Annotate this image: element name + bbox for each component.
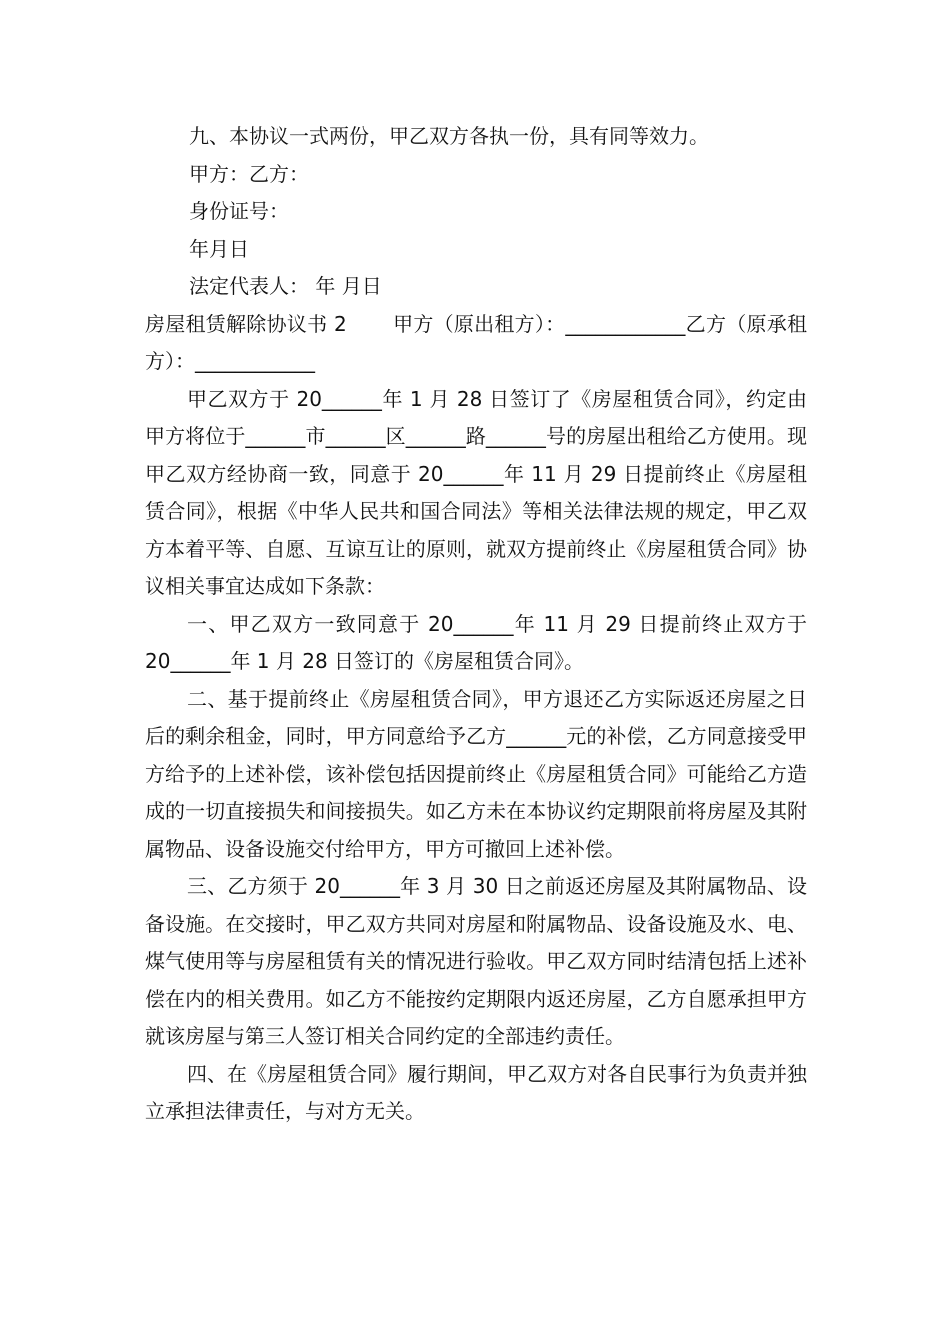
preamble-paragraph: 甲乙双方于 20______年 1 月 28 日签订了《房屋租赁合同》，约定由甲方将位于______市______区______路______号的房屋出租给乙方使用。现甲乙双方经协商一致，同意于 20______年 11 月 29 日提前终止《房屋租赁合同》，根据《中华人民共和国合同法》等相关法律法规的规定，甲乙双方本着平等、自愿、互谅互让的原则，就双方提前终止《房屋租赁合同》协议相关事宜达成如下条款： bbox=[145, 386, 807, 598]
agreement-title: 房屋租赁解除协议书 2 bbox=[145, 311, 347, 336]
agreement-heading bbox=[145, 306, 807, 381]
parties-line: 甲方（原出租方）：____________乙方（原承租方）：____________ bbox=[145, 311, 807, 373]
clause-two: 二、基于提前终止《房屋租赁合同》，甲方退还乙方实际返还房屋之日后的剩余租金，同时，甲方同意给予乙方______元的补偿，乙方同意接受甲方给予的上述补偿，该补偿包括因提前终止《房屋租赁合同》可能给乙方造成的一切直接损失和间接损失。如乙方未在本协议约定期限前将房屋及其附属物品、设备设施交付给甲方，甲方可撤回上述补偿。 bbox=[145, 686, 807, 861]
date-line: 年月日 bbox=[189, 236, 249, 261]
document-page bbox=[145, 118, 807, 1131]
clause-four: 四、在《房屋租赁合同》履行期间，甲乙双方对各自民事行为负责并独立承担法律责任，与对方无关。 bbox=[145, 1061, 807, 1123]
legal-representative-line: 法定代表人： 年 月日 bbox=[189, 274, 382, 298]
clause-one: 一、甲乙双方一致同意于 20______年 11 月 29 日提前终止双方于 20______年 1 月 28 日签订的《房屋租赁合同》。 bbox=[145, 611, 807, 673]
id-number-line: 身份证号： bbox=[189, 199, 289, 223]
clause-nine: 九、本协议一式两份，甲乙双方各执一份，具有同等效力。 bbox=[189, 124, 709, 148]
party-signature-line: 甲方：乙方： bbox=[189, 161, 309, 186]
clause-three: 三、乙方须于 20______年 3 月 30 日之前返还房屋及其附属物品、设备设施。在交接时，甲乙双方共同对房屋和附属物品、设备设施及水、电、煤气使用等与房屋租赁有关的情况进行验收。甲乙双方同时结清包括上述补偿在内的相关费用。如乙方不能按约定期限内返还房屋，乙方自愿承担甲方就该房屋与第三人签订相关合同约定的全部违约责任。 bbox=[145, 874, 807, 1048]
